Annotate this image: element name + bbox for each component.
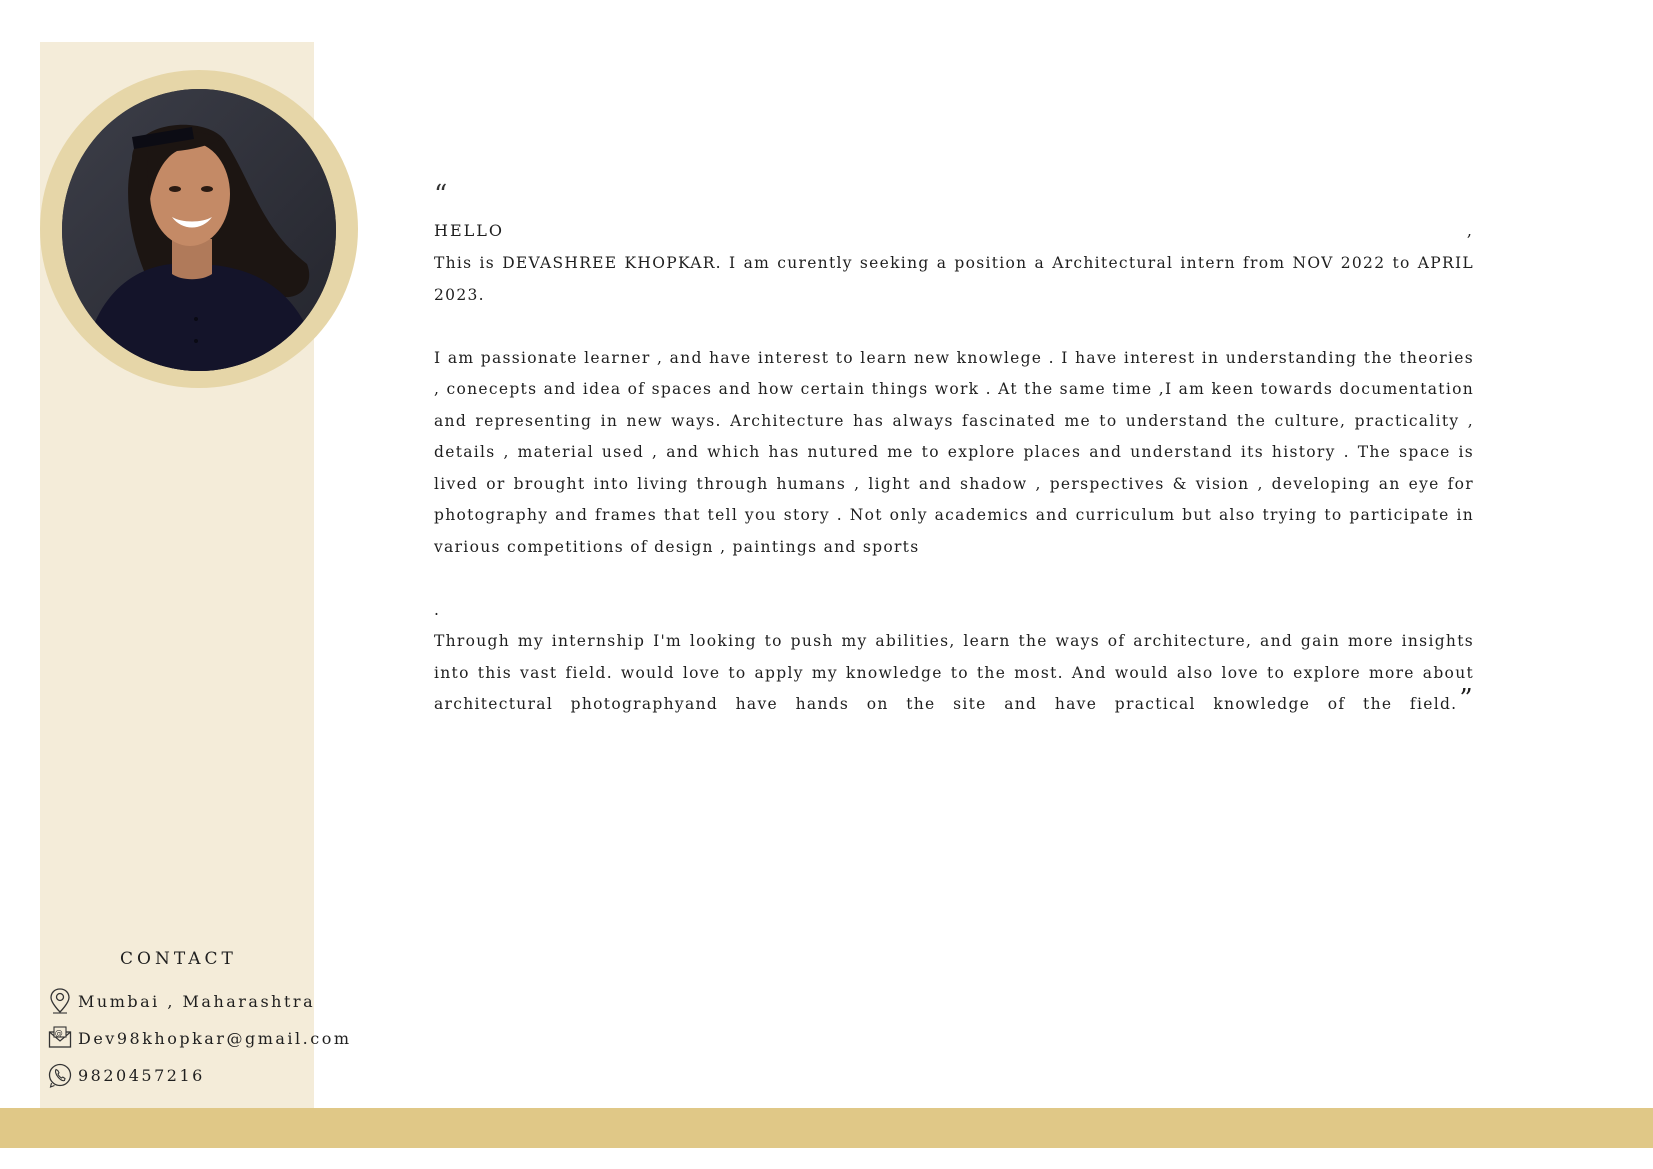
greeting-line — [434, 214, 1474, 248]
paragraph-gap — [434, 563, 1474, 595]
cover-letter — [434, 180, 1474, 721]
phone-text[interactable]: 9820457216 — [78, 1065, 205, 1085]
passion-paragraph: I am passionate learner , and have interest to learn new knowlege . I have interest in understanding the theories , conecepts and idea of spaces and how certain things work . At the same time ,I am keen towards documentation and representing in new ways. Architecture has always fascinated me to understand the culture, practicality , details , material used , and which has nutured me to explore places and understand its history . The space is lived or brought into living through humans , light and shadow , perspectives & vision , developing an eye for photography and frames that tell you story . Not only academics and curriculum but also trying to participate in various competitions of design , paintings and sports — [434, 348, 1474, 556]
profile-photo — [62, 89, 336, 371]
greeting: HELLO — [434, 221, 504, 240]
phone-icon — [48, 1061, 72, 1089]
envelope-icon — [48, 1024, 72, 1052]
email-text[interactable]: Dev98khopkar@gmail.com — [78, 1028, 352, 1048]
close-quote-mark: ” — [1459, 684, 1474, 714]
location-pin-icon — [48, 987, 72, 1015]
paragraph-end-mark: . — [434, 600, 441, 619]
internship-paragraph — [434, 626, 1474, 721]
profile-photo-frame — [40, 70, 358, 388]
contact-location — [48, 985, 315, 1017]
footer-band — [0, 1108, 1653, 1148]
greeting-comma: , — [1466, 221, 1474, 240]
svg-text:@: @ — [54, 1028, 66, 1038]
contact-phone[interactable] — [48, 1059, 205, 1091]
contact-email[interactable] — [48, 1022, 352, 1054]
internship-text: Through my internship I'm looking to push my abilities, learn the ways of architecture, and gain more insights into this vast field. would love to apply my knowledge to the most. And would also love to explore more about architectural photographyand have hands on the site and have practical knowledge of the field. — [434, 632, 1474, 713]
portrait-illustration — [62, 89, 336, 371]
intro-paragraph: This is DEVASHREE KHOPKAR. I am curently seeking a position a Architectural intern from NOV 2022 to APRIL 2023. — [434, 254, 1474, 304]
location-text: Mumbai , Maharashtra — [78, 991, 316, 1011]
contact-heading: CONTACT — [120, 949, 237, 969]
open-quote-mark: “ — [434, 180, 449, 210]
